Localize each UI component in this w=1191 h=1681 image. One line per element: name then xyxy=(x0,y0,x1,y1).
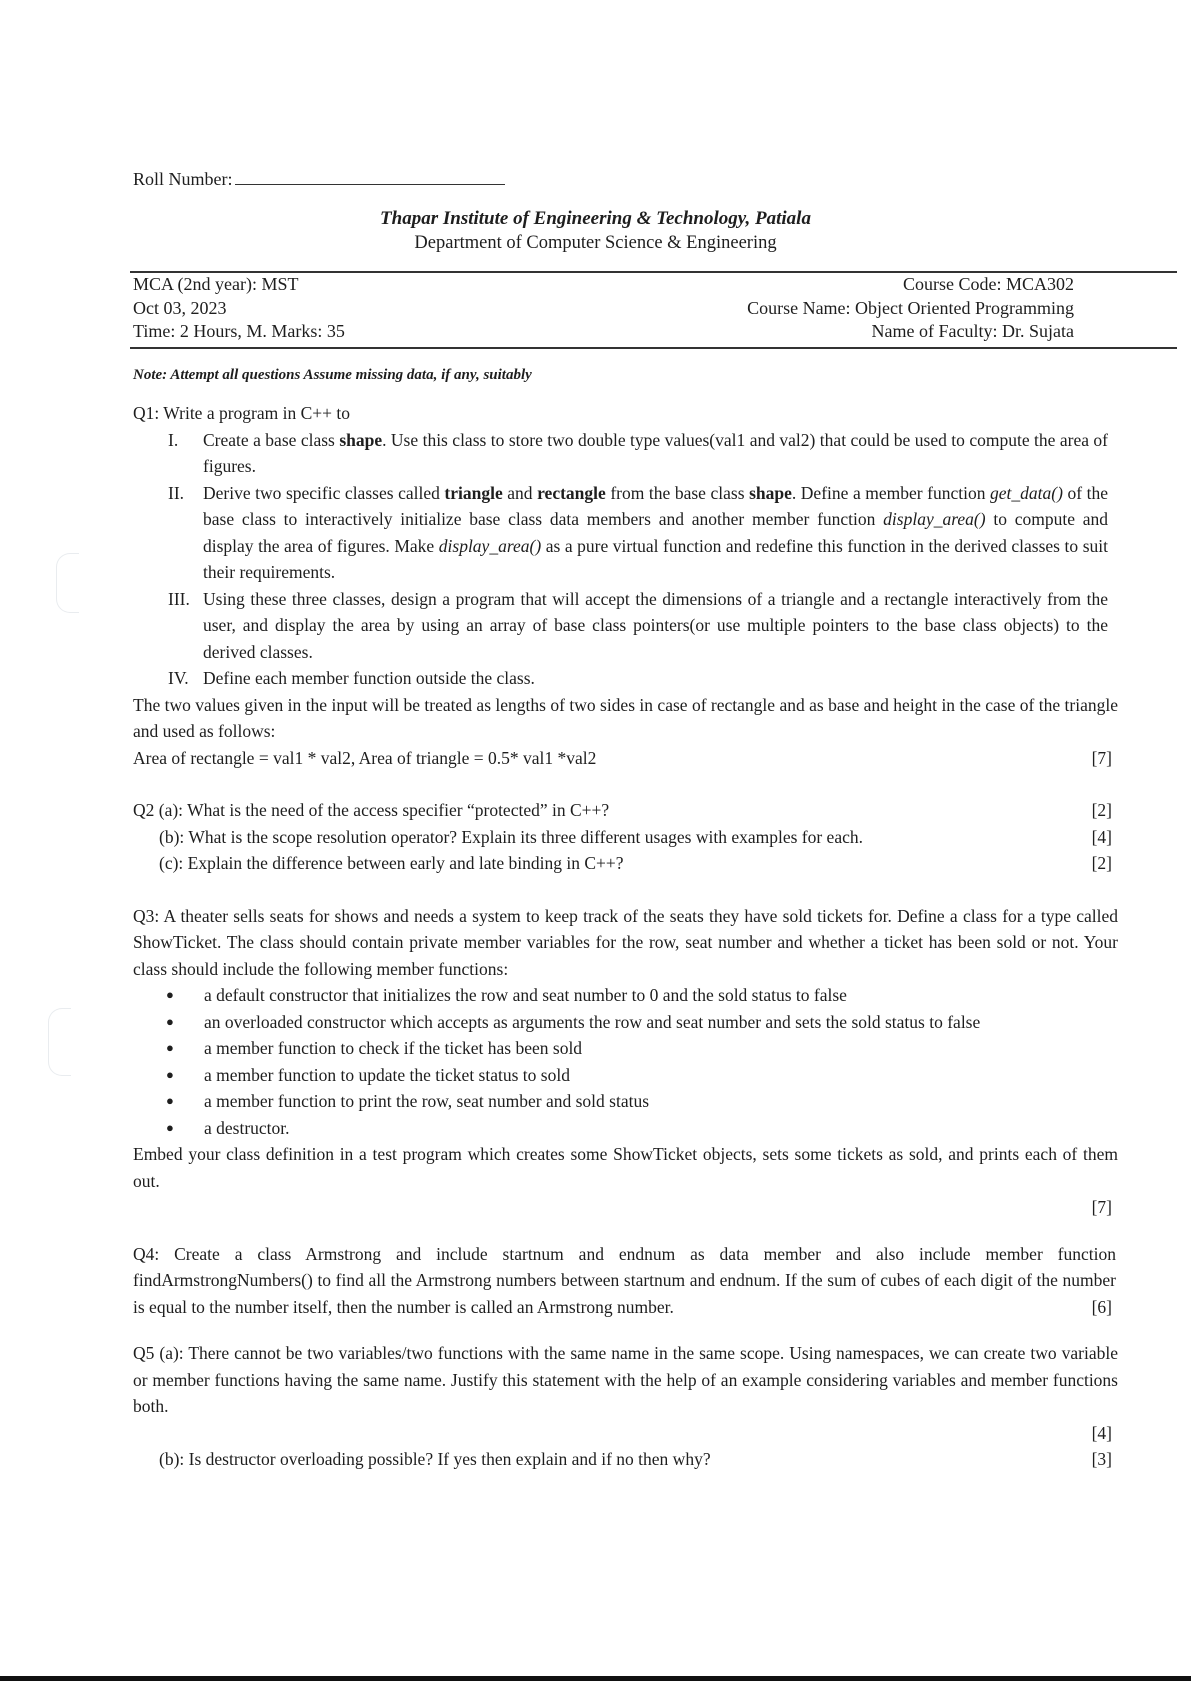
list-item: ● a member function to print the row, seat number and sold status xyxy=(166,1088,1118,1115)
roll-number-label: Roll Number: xyxy=(133,169,233,189)
roll-number-blank xyxy=(235,168,505,185)
list-item: ● a member function to check if the ticket has been sold xyxy=(166,1035,1118,1062)
item-text: Using these three classes, design a program that will accept the dimensions of a triangle and a rectangle interactively from the user, and display the area by using an array of base class pointers(or use multiple pointers to the base class objects) to the derived classes. xyxy=(203,588,1108,662)
item-text: Derive two specific classes called triangle and rectangle from the base class shape. Define a member function get_data() of the base class to interactively initialize base class data members and another member function display_area() to compute and display the area of figures. Make display_area() as a pure virtual function and redefine this function in the derived classes to suit their requirements. xyxy=(203,482,1108,582)
q5a-text: Q5 (a): There cannot be two variables/two functions with the same name in the same scope. Using namespaces, we can create two variable or member functions having the same name. Justify this statement with the help of an example considering variables and member functions both. xyxy=(133,1343,1118,1416)
list-item: ● a member function to update the ticket status to sold xyxy=(166,1062,1118,1089)
question-2 xyxy=(133,797,1118,877)
q2a-marks: [2] xyxy=(1091,800,1112,820)
institute-name: Thapar Institute of Engineering & Technology, Patiala xyxy=(380,208,811,229)
course-code: Course Code: MCA302 xyxy=(903,274,1074,294)
course-name: Course Name: Object Oriented Programming xyxy=(747,297,1074,318)
bullet-icon: ● xyxy=(166,1093,174,1108)
time-marks-line: Time: 2 Hours, M. Marks: 35 xyxy=(133,321,345,341)
department-name: Department of Computer Science & Engineering xyxy=(414,233,777,253)
program-line: MCA (2nd year): MST xyxy=(133,274,299,294)
item-number: III. xyxy=(168,588,190,609)
bullet-icon: ● xyxy=(166,1119,174,1135)
q5b-text: (b): Is destructor overloading possible? If yes then explain and if no then why? xyxy=(159,1449,711,1469)
institution-header xyxy=(0,208,1191,254)
q3-bullet-list xyxy=(133,982,1118,1141)
question-1 xyxy=(133,400,1118,771)
bullet-icon: ● xyxy=(166,987,174,1002)
q2b-row xyxy=(159,824,1118,851)
q2a-text: Q2 (a): What is the need of the access specifier “protected” in C++? xyxy=(133,800,610,820)
item-number: II. xyxy=(168,482,185,503)
faculty-name: Name of Faculty: Dr. Sujata xyxy=(871,321,1074,341)
roll-number-field xyxy=(133,168,505,190)
q1-item xyxy=(168,586,1118,666)
list-item: ● an overloaded constructor which accepts as arguments the row and seat number and sets the sold status to false xyxy=(166,1009,1118,1036)
q1-marks: [7] xyxy=(1091,747,1112,768)
q5a-marks: [4] xyxy=(1091,1422,1112,1443)
q1-item xyxy=(168,665,1118,692)
item-text: Create a base class shape. Use this class to store two double type values(val1 and val2) that could be used to compute the area of figures. xyxy=(203,429,1109,476)
course-info xyxy=(747,273,1074,344)
bullet-icon: ● xyxy=(166,1040,174,1055)
q2c-text: (c): Explain the difference between early and late binding in C++? xyxy=(159,853,624,873)
q1-item xyxy=(168,480,1118,586)
q2a-row xyxy=(133,797,1118,824)
q5b-marks: [3] xyxy=(1091,1449,1112,1469)
date-line: Oct 03, 2023 xyxy=(133,297,227,318)
scan-artifact xyxy=(48,1008,71,1076)
q1-formula-row xyxy=(133,745,1118,772)
bullet-icon: ● xyxy=(166,1013,174,1029)
exam-note: Note: Attempt all questions Assume missing data, if any, suitably xyxy=(133,367,532,383)
q1-formula: Area of rectangle = val1 * val2, Area of triangle = 0.5* val1 *val2 xyxy=(133,747,597,768)
q1-explanation: The two values given in the input will be treated as lengths of two sides in case of rectangle and as base and height in the case of the triangle and used as follows: xyxy=(133,694,1118,741)
list-item: ● a default constructor that initializes the row and seat number to 0 and the sold status to false xyxy=(166,982,1118,1009)
q1-intro: Q1: Write a program in C++ to xyxy=(133,403,351,423)
q3-intro: Q3: A theater sells seats for shows and needs a system to keep track of the seats they have sold tickets for. Define a class for a type called ShowTicket. The class should contain private member variables for the row, seat number and whether a ticket has been sold or not. Your class should include the following member functions: xyxy=(133,905,1118,979)
header-rule-bottom xyxy=(130,347,1177,349)
q3-marks: [7] xyxy=(1091,1197,1112,1217)
exam-info xyxy=(133,273,345,344)
q2b-marks: [4] xyxy=(1091,826,1112,847)
q2c-row xyxy=(159,850,1118,877)
q3-closing: Embed your class definition in a test program which creates some ShowTicket objects, sets some tickets as sold, and prints each of them out. xyxy=(133,1144,1118,1191)
list-item: ● a destructor. xyxy=(166,1115,1118,1142)
questions xyxy=(133,400,1118,1473)
q5a-marks-row xyxy=(133,1420,1118,1447)
q4-text: Q4: Create a class Armstrong and include startnum and endnum as data member and also include member function findArmstrongNumbers() to find all the Armstrong numbers between startnum and endnum. If the sum of cubes of each digit of the number is equal to the number itself, then the number is called an Armstrong number. xyxy=(133,1243,1116,1317)
q4-marks: [6] xyxy=(1091,1296,1112,1317)
scan-artifact xyxy=(56,553,79,613)
question-5 xyxy=(133,1340,1118,1473)
item-number: I. xyxy=(168,429,179,450)
item-number: IV. xyxy=(168,668,189,688)
q3-marks-row xyxy=(133,1194,1118,1221)
item-text: Define each member function outside the class. xyxy=(203,668,535,688)
question-3 xyxy=(133,903,1118,1221)
q5b-row xyxy=(159,1446,1118,1473)
q2c-marks: [2] xyxy=(1091,853,1112,873)
bullet-icon: ● xyxy=(166,1066,174,1082)
q2b-text: (b): What is the scope resolution operator? Explain its three different usages with examples for each. xyxy=(159,826,863,847)
q1-item xyxy=(168,427,1118,480)
scan-edge xyxy=(0,1676,1191,1681)
question-4 xyxy=(133,1241,1118,1321)
